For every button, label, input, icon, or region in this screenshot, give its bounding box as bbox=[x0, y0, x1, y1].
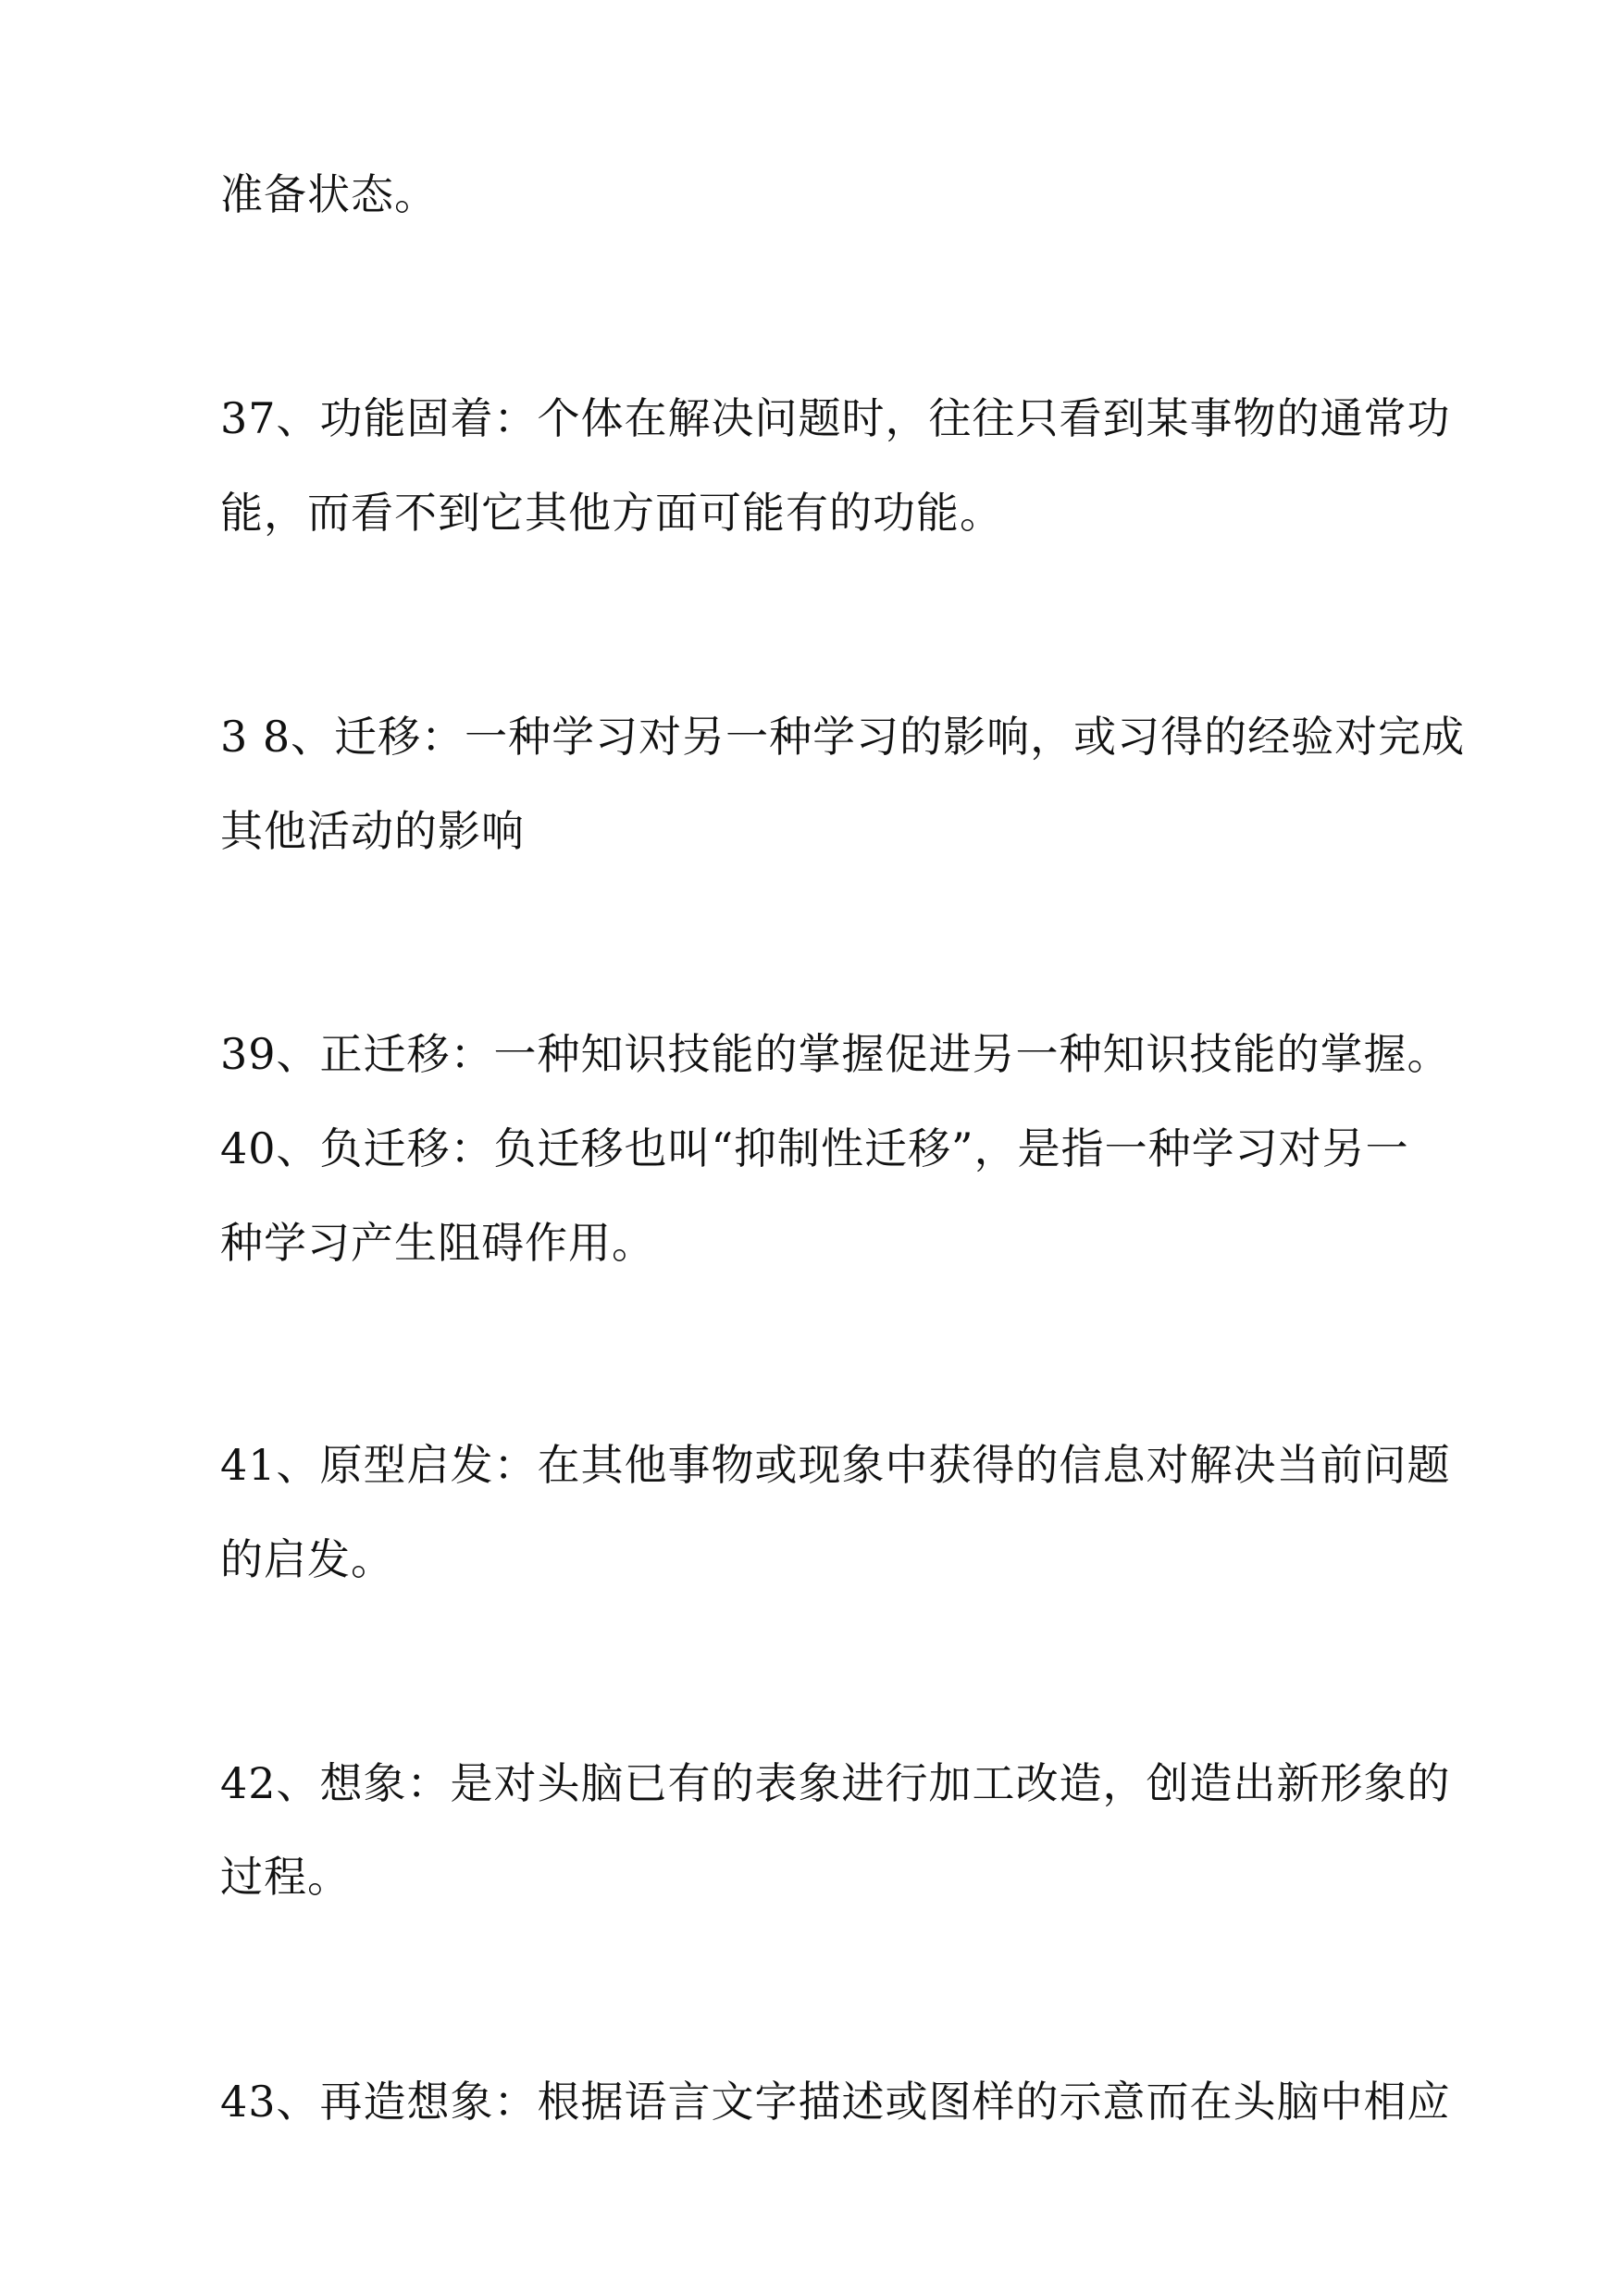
text-line: 其他活动的影响 bbox=[220, 806, 525, 856]
text-line: 39、正迁移：一种知识技能的掌握促进另一种知识技能的掌握。 bbox=[220, 1029, 1451, 1079]
text-line: 40、负迁移：负迁移也叫“抑制性迁移”，是指一种学习对另一 bbox=[220, 1123, 1409, 1173]
text-line: 3 8、迁移：一种学习对另一种学习的影响，或习得的经验对完成 bbox=[220, 712, 1466, 762]
text-line: 43、再造想象：根据语言文字描述或图样的示意而在头脑中相应 bbox=[220, 2077, 1451, 2127]
text-line: 能，而看不到它其他方面可能有的功能。 bbox=[220, 488, 1003, 538]
text-line: 41、原型启发：在其他事物或现象中获得的信息对解决当前问题 bbox=[220, 1440, 1451, 1490]
text-line: 过程。 bbox=[220, 1852, 351, 1902]
text-line: 种学习产生阻碍作用。 bbox=[220, 1218, 655, 1268]
text-line: 的启发。 bbox=[220, 1534, 394, 1584]
text-line: 42、想象：是对头脑已有的表象进行加工改造，创造出新形象的 bbox=[220, 1758, 1451, 1808]
text-line: 37、功能固着：个体在解决问题时，往往只看到某事物的通常功 bbox=[220, 393, 1451, 443]
text-line: 准备状态。 bbox=[220, 169, 438, 219]
